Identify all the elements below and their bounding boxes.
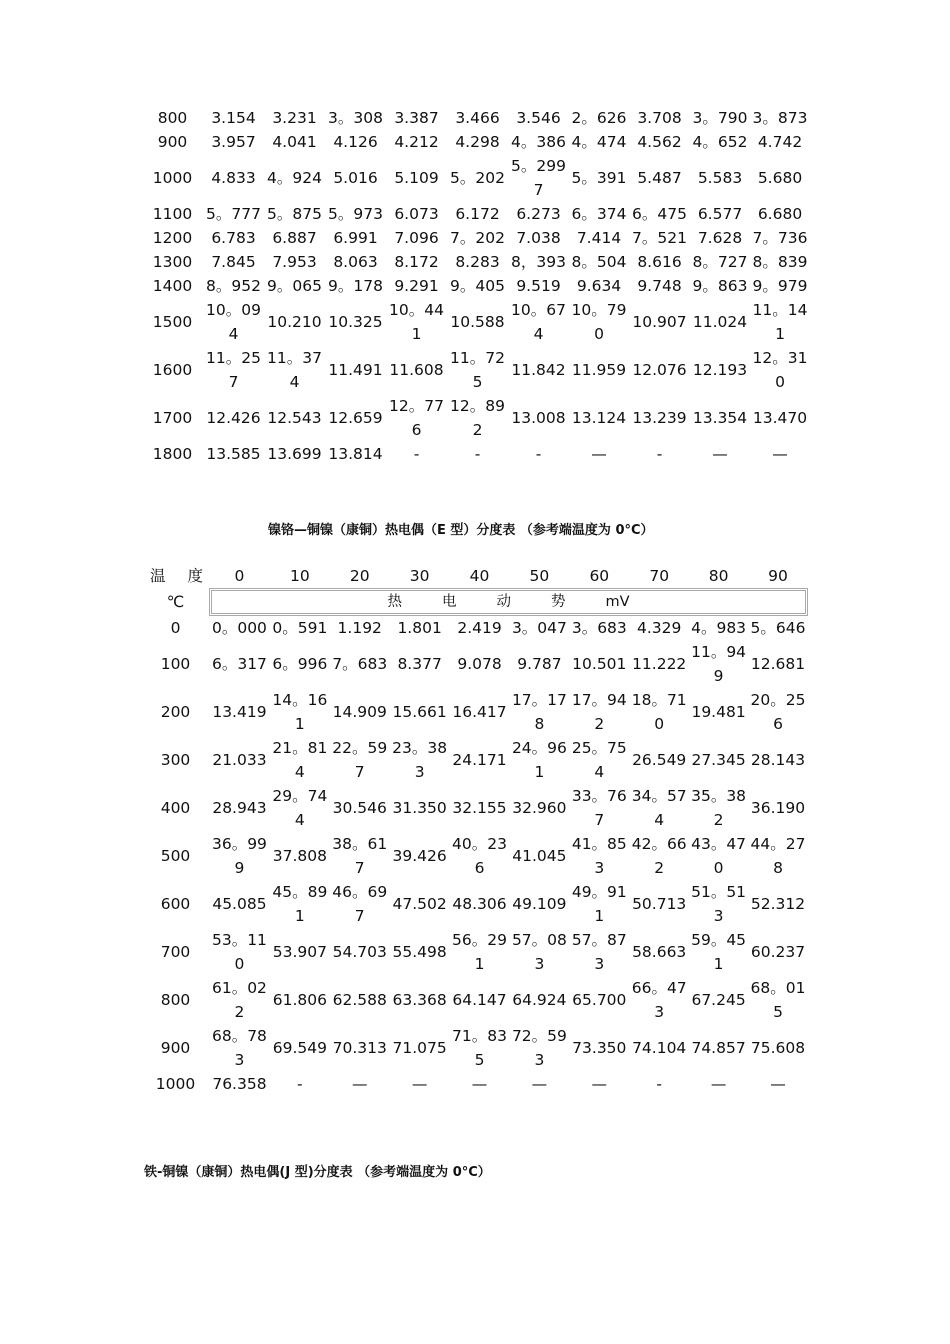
emf-value-cell: 12。776 (389, 397, 444, 439)
emf-value-cell: 10.588 (450, 313, 505, 331)
emf-value-cell: 20。256 (750, 691, 806, 733)
emf-value-cell: 3.231 (272, 109, 317, 127)
emf-value-cell: 8.377 (397, 655, 442, 673)
emf-value-cell: 69.549 (272, 1039, 327, 1057)
emf-value-cell: 12.193 (692, 361, 748, 379)
temperature-cell: 1800 (152, 445, 193, 463)
emf-value-cell: 9。863 (692, 277, 748, 295)
column-header: 90 (768, 567, 788, 585)
column-header: 70 (649, 567, 670, 585)
emf-value-cell: 71.075 (392, 1039, 447, 1057)
emf-label-cell (209, 588, 808, 616)
temperature-cell: 1700 (152, 409, 193, 427)
emf-value-cell: 9。979 (752, 277, 808, 295)
emf-value-cell: 8，393 (511, 253, 566, 271)
emf-value-cell: 45.085 (212, 895, 267, 913)
emf-value-cell: 12.543 (267, 409, 322, 427)
emf-value-cell: 72。593 (511, 1027, 567, 1069)
table-row (142, 130, 810, 154)
emf-value-cell: 5。973 (328, 205, 383, 223)
emf-value-cell: 11。949 (691, 643, 747, 685)
emf-value-cell: 9.519 (516, 277, 561, 295)
emf-value-cell: 5。202 (450, 169, 505, 187)
emf-value-cell: 4.562 (637, 133, 682, 151)
emf-value-cell: 3.957 (211, 133, 256, 151)
emf-value-cell: 64.924 (512, 991, 567, 1009)
emf-value-cell: 8。952 (206, 277, 261, 295)
emf-value-cell: 4。652 (692, 133, 748, 151)
emf-value-cell: 13.008 (511, 409, 566, 427)
emf-value-cell: 7.414 (576, 229, 622, 247)
table-row (142, 736, 808, 784)
emf-value-cell: 4.212 (394, 133, 439, 151)
column-header: 60 (589, 567, 610, 585)
emf-value-cell: 3.466 (455, 109, 500, 127)
emf-value-cell: — (591, 445, 607, 463)
emf-value-cell: 64.147 (452, 991, 507, 1009)
column-header: 40 (469, 567, 490, 585)
emf-value-cell: 33。767 (571, 787, 627, 829)
emf-value-cell: 11。257 (206, 349, 261, 391)
emf-value-cell: 36.190 (750, 799, 806, 817)
emf-value-cell: 49。911 (571, 883, 627, 925)
emf-label-char: 电 (441, 594, 457, 610)
emf-value-cell: 4。924 (267, 169, 322, 187)
emf-value-cell: 6.273 (516, 205, 561, 223)
emf-value-cell: 18。710 (631, 691, 687, 733)
emf-value-cell: - (413, 445, 420, 463)
temperature-cell: 1200 (152, 229, 193, 247)
emf-value-cell: — (351, 1075, 368, 1093)
emf-value-cell: 4.041 (272, 133, 317, 151)
emf-value-cell: 4.833 (211, 169, 256, 187)
emf-value-cell: 12.076 (632, 361, 687, 379)
emf-value-cell: 8。839 (752, 253, 808, 271)
emf-value-cell: 5。777 (206, 205, 261, 223)
emf-value-cell: 73.350 (572, 1039, 627, 1057)
table-row (142, 226, 810, 250)
emf-value-cell: 71。835 (452, 1027, 507, 1069)
emf-value-cell: 49.109 (512, 895, 567, 913)
emf-value-cell: 10.501 (572, 655, 627, 673)
emf-value-cell: 7。736 (752, 229, 808, 247)
temperature-cell: 200 (160, 703, 191, 721)
emf-value-cell: - (656, 445, 663, 463)
table-row (142, 784, 808, 832)
emf-value-cell: 3。790 (692, 109, 748, 127)
emf-value-cell: 30.546 (332, 799, 387, 817)
emf-value-cell: 9。405 (450, 277, 505, 295)
emf-value-cell: 63.368 (392, 991, 447, 1009)
emf-value-cell: 4.329 (637, 619, 682, 637)
emf-value-cell: 7。202 (450, 229, 505, 247)
emf-value-cell: 27.345 (691, 751, 746, 769)
temperature-cell: 1000 (152, 169, 193, 187)
emf-value-cell: 13.699 (267, 445, 322, 463)
emf-value-cell: 32.155 (452, 799, 507, 817)
emf-value-cell: 74.104 (632, 1039, 687, 1057)
emf-value-cell: 3.546 (516, 109, 561, 127)
temperature-header: 温度 (150, 567, 203, 585)
table2-body (142, 564, 808, 1096)
emf-value-cell: 28.143 (750, 751, 806, 769)
emf-value-cell: 9.748 (637, 277, 682, 295)
emf-value-cell: 11.024 (692, 313, 748, 331)
temperature-cell: 0 (170, 619, 181, 637)
table-row (142, 1024, 808, 1072)
unit-label: ℃ (166, 593, 185, 611)
emf-value-cell: 50.713 (632, 895, 687, 913)
temperature-cell: 1000 (155, 1075, 196, 1093)
table-row (142, 1072, 808, 1096)
table2-header-row (142, 564, 808, 588)
emf-value-cell: - (474, 445, 481, 463)
temperature-cell: 300 (160, 751, 191, 769)
emf-value-cell: 5。391 (571, 169, 627, 187)
emf-value-cell: 12。892 (450, 397, 505, 439)
emf-value-cell: 4。983 (691, 619, 747, 637)
temperature-cell: 800 (160, 991, 191, 1009)
emf-value-cell: 4。474 (571, 133, 627, 151)
temperature-cell: 100 (160, 655, 191, 673)
emf-value-cell: 8。504 (571, 253, 627, 271)
emf-value-cell: 38。617 (332, 835, 388, 877)
table1-body (142, 106, 810, 466)
emf-label-char: 动 (496, 594, 511, 610)
emf-label-unit: mV (605, 594, 630, 610)
emf-value-cell: 54.703 (332, 943, 387, 961)
emf-value-cell: 6。317 (211, 655, 267, 673)
emf-value-cell: 0。000 (211, 619, 267, 637)
emf-value-cell: 51。513 (691, 883, 747, 925)
emf-value-cell: 13.814 (328, 445, 383, 463)
emf-value-cell: 55.498 (392, 943, 447, 961)
emf-value-cell: 43。470 (691, 835, 747, 877)
temperature-cell: 500 (160, 847, 191, 865)
emf-value-cell: 66。473 (631, 979, 687, 1021)
emf-value-cell: 24。961 (511, 739, 567, 781)
emf-value-cell: 5.680 (757, 169, 803, 187)
table-row (142, 346, 810, 394)
emf-value-cell: 39.426 (392, 847, 447, 865)
emf-value-cell: 10.907 (632, 313, 687, 331)
emf-value-cell: 3。308 (328, 109, 383, 127)
emf-value-cell: 12。310 (752, 349, 808, 391)
column-header: 20 (349, 567, 370, 585)
emf-value-cell: 14.909 (332, 703, 387, 721)
table-row (142, 832, 808, 880)
emf-value-cell: 9。065 (267, 277, 322, 295)
emf-label-char: 势 (550, 594, 566, 610)
emf-value-cell: 53。110 (211, 931, 267, 973)
temperature-cell: 1500 (152, 313, 193, 331)
table-row (142, 154, 810, 202)
emf-value-cell: 11。374 (267, 349, 322, 391)
emf-value-cell: 68。015 (750, 979, 806, 1021)
emf-value-cell: 5.487 (637, 169, 682, 187)
emf-value-cell: 11。141 (752, 301, 808, 343)
emf-value-cell: 61。022 (211, 979, 267, 1021)
column-header: 80 (708, 567, 729, 585)
emf-value-cell: 46。697 (332, 883, 388, 925)
table2-unit-row (142, 588, 808, 616)
table-row (142, 394, 810, 442)
emf-value-cell: 8.172 (394, 253, 439, 271)
emf-value-cell: 10。094 (206, 301, 261, 343)
column-header: 50 (529, 567, 550, 585)
table-row (142, 274, 810, 298)
emf-value-cell: 62.588 (332, 991, 387, 1009)
emf-value-cell: 15.661 (392, 703, 447, 721)
emf-value-cell: 6。996 (272, 655, 328, 673)
temperature-cell: 1300 (152, 253, 193, 271)
emf-value-cell: 11.842 (511, 361, 566, 379)
emf-value-cell: 7.628 (697, 229, 743, 247)
emf-value-cell: 5。2997 (511, 157, 566, 199)
emf-value-cell: 8.063 (333, 253, 378, 271)
emf-value-cell: 5.583 (697, 169, 743, 187)
emf-value-cell: 10.210 (267, 313, 322, 331)
temperature-cell: 1400 (152, 277, 193, 295)
emf-value-cell: 8.283 (455, 253, 500, 271)
emf-value-cell: 11.222 (632, 655, 687, 673)
emf-value-cell: 10。441 (389, 301, 444, 343)
emf-value-cell: 7。521 (632, 229, 687, 247)
emf-value-cell: 56。291 (452, 931, 507, 973)
emf-value-cell: 4.742 (757, 133, 803, 151)
table-row (142, 298, 810, 346)
emf-value-cell: 10.325 (328, 313, 383, 331)
table-row (142, 976, 808, 1024)
emf-value-cell: 5.109 (394, 169, 439, 187)
emf-value-cell: 17。178 (511, 691, 567, 733)
emf-value-cell: 5.016 (333, 169, 378, 187)
emf-value-cell: 6.577 (697, 205, 743, 223)
emf-value-cell: 57。873 (571, 931, 627, 973)
emf-value-cell: 0。591 (272, 619, 328, 637)
emf-value-cell: 13.124 (571, 409, 627, 427)
emf-value-cell: 52.312 (750, 895, 806, 913)
emf-value-cell: 8。727 (692, 253, 748, 271)
emf-value-cell: 13.585 (206, 445, 261, 463)
emf-value-cell: 13.354 (692, 409, 748, 427)
temperature-cell: 900 (160, 1039, 191, 1057)
emf-value-cell: 2.419 (457, 619, 502, 637)
emf-value-cell: 3.154 (211, 109, 256, 127)
emf-value-cell: 53.907 (272, 943, 327, 961)
emf-value-cell: 59。451 (691, 931, 747, 973)
emf-value-cell: 67.245 (691, 991, 746, 1009)
emf-value-cell: 61.806 (272, 991, 327, 1009)
emf-value-cell: 35。382 (691, 787, 747, 829)
emf-value-cell: 6。374 (571, 205, 627, 223)
emf-value-cell: 3。683 (571, 619, 627, 637)
table-caption-j-type: 铁-铜镍（康铜）热电偶(J 型)分度表 （参考端温度为 0°C） (144, 1165, 491, 1180)
emf-value-cell: 9.787 (517, 655, 562, 673)
table-row (142, 616, 808, 640)
emf-value-cell: 2。626 (571, 109, 627, 127)
temperature-cell: 900 (157, 133, 188, 151)
emf-value-cell: 40。236 (452, 835, 507, 877)
emf-value-cell: 44。278 (750, 835, 806, 877)
emf-value-cell: 12.681 (750, 655, 806, 673)
thermocouple-table-e-type (142, 564, 808, 1096)
emf-value-cell: 9.291 (394, 277, 439, 295)
column-header: 30 (409, 567, 430, 585)
emf-value-cell: 37.808 (272, 847, 327, 865)
emf-value-cell: 70.313 (332, 1039, 387, 1057)
table-row (142, 442, 810, 466)
emf-value-cell: 45。891 (272, 883, 328, 925)
emf-value-cell: 24.171 (452, 751, 507, 769)
emf-value-cell: 6。475 (632, 205, 687, 223)
emf-value-cell: 41。853 (571, 835, 627, 877)
emf-value-cell: 6.073 (394, 205, 439, 223)
table-row (142, 928, 808, 976)
emf-value-cell: 25。754 (571, 739, 627, 781)
temperature-cell: 600 (160, 895, 191, 913)
emf-value-cell: 57。083 (511, 931, 567, 973)
table-row (142, 880, 808, 928)
emf-value-cell: 23。383 (392, 739, 448, 781)
emf-value-cell: 3。047 (511, 619, 567, 637)
emf-label-char: 热 (387, 594, 402, 610)
emf-value-cell: 7.953 (272, 253, 317, 271)
table-row (142, 202, 810, 226)
temperature-cell: 1600 (152, 361, 193, 379)
emf-value-cell: 26.549 (632, 751, 687, 769)
emf-value-cell: 7.038 (516, 229, 561, 247)
table-row (142, 250, 810, 274)
emf-value-cell: 6.172 (455, 205, 500, 223)
emf-value-cell: 4。386 (511, 133, 566, 151)
emf-value-cell: 3。873 (752, 109, 808, 127)
emf-value-cell: 11。725 (450, 349, 505, 391)
emf-value-cell: 28.943 (212, 799, 267, 817)
thermocouple-table-s-continued (142, 106, 810, 466)
emf-value-cell: 36。999 (211, 835, 267, 877)
emf-value-cell: — (471, 1075, 488, 1093)
emf-value-cell: 8.616 (637, 253, 682, 271)
emf-value-cell: - (535, 445, 542, 463)
emf-value-cell: 21.033 (212, 751, 267, 769)
table-row (142, 106, 810, 130)
emf-label-box (209, 588, 808, 616)
emf-value-cell: 60.237 (750, 943, 806, 961)
emf-value-cell: — (531, 1075, 548, 1093)
temperature-cell: 700 (160, 943, 191, 961)
emf-value-cell: 17。942 (571, 691, 627, 733)
emf-value-cell: 47.502 (392, 895, 447, 913)
emf-value-cell: 12.426 (206, 409, 261, 427)
temperature-cell: 400 (160, 799, 191, 817)
emf-value-cell: 75.608 (750, 1039, 806, 1057)
emf-value-cell: 16.417 (452, 703, 507, 721)
emf-value-cell: 58.663 (632, 943, 687, 961)
emf-value-cell: 1.192 (337, 619, 382, 637)
emf-value-cell: 9.078 (457, 655, 502, 673)
emf-value-cell: 31.350 (392, 799, 447, 817)
emf-value-cell: - (656, 1075, 662, 1093)
emf-value-cell: — (772, 445, 788, 463)
emf-value-cell: — (411, 1075, 428, 1093)
emf-value-cell: 6.783 (211, 229, 256, 247)
emf-value-cell: 3.708 (637, 109, 682, 127)
emf-value-cell: 12.659 (328, 409, 383, 427)
emf-value-cell: 5。875 (267, 205, 322, 223)
emf-value-cell: 10。674 (511, 301, 566, 343)
emf-value-cell: 6.680 (757, 205, 803, 223)
emf-value-cell: 5。646 (750, 619, 806, 637)
emf-value-cell: 9.634 (576, 277, 622, 295)
emf-value-cell: 48.306 (452, 895, 507, 913)
emf-value-cell: 4.126 (333, 133, 378, 151)
emf-value-cell: 29。744 (272, 787, 328, 829)
emf-value-cell: 14。161 (272, 691, 328, 733)
emf-value-cell: 19.481 (691, 703, 746, 721)
table-caption-e-type: 镍铬—铜镍（康铜）热电偶（E 型）分度表 （参考端温度为 0°C） (268, 523, 654, 538)
emf-value-cell: 7.845 (211, 253, 256, 271)
emf-value-cell: - (297, 1075, 303, 1093)
temperature-cell: 1100 (152, 205, 193, 223)
emf-value-cell: — (770, 1075, 786, 1093)
emf-value-cell: 1.801 (397, 619, 442, 637)
emf-value-cell: 21。814 (272, 739, 328, 781)
emf-value-cell: 6.887 (272, 229, 317, 247)
emf-value-cell: 74.857 (691, 1039, 746, 1057)
emf-value-cell: 41.045 (512, 847, 567, 865)
column-header: 0 (234, 567, 245, 585)
emf-value-cell: 10。790 (571, 301, 627, 343)
emf-value-cell: 11.491 (328, 361, 383, 379)
emf-value-cell: 65.700 (572, 991, 627, 1009)
emf-value-cell: 13.239 (632, 409, 687, 427)
emf-value-cell: 11.959 (571, 361, 627, 379)
emf-value-cell: 7.096 (394, 229, 439, 247)
emf-value-cell: 32.960 (512, 799, 567, 817)
emf-value-cell: 76.358 (212, 1075, 267, 1093)
emf-value-cell: 7。683 (332, 655, 388, 673)
emf-value-cell: 4.298 (455, 133, 500, 151)
emf-value-cell: 13.470 (752, 409, 808, 427)
column-header: 10 (289, 567, 310, 585)
emf-value-cell: 22。597 (332, 739, 388, 781)
emf-value-cell: 34。574 (631, 787, 687, 829)
emf-value-cell: 13.419 (212, 703, 267, 721)
emf-value-cell: 6.991 (333, 229, 378, 247)
emf-value-cell: 68。783 (211, 1027, 267, 1069)
emf-value-cell: 9。178 (328, 277, 383, 295)
temperature-cell: 800 (157, 109, 188, 127)
table-row (142, 688, 808, 736)
emf-value-cell: 42。662 (631, 835, 687, 877)
emf-value-cell: — (591, 1075, 608, 1093)
emf-value-cell: 11.608 (389, 361, 444, 379)
emf-value-cell: — (710, 1075, 727, 1093)
table-row (142, 640, 808, 688)
emf-value-cell: — (712, 445, 728, 463)
emf-value-cell: 3.387 (394, 109, 439, 127)
